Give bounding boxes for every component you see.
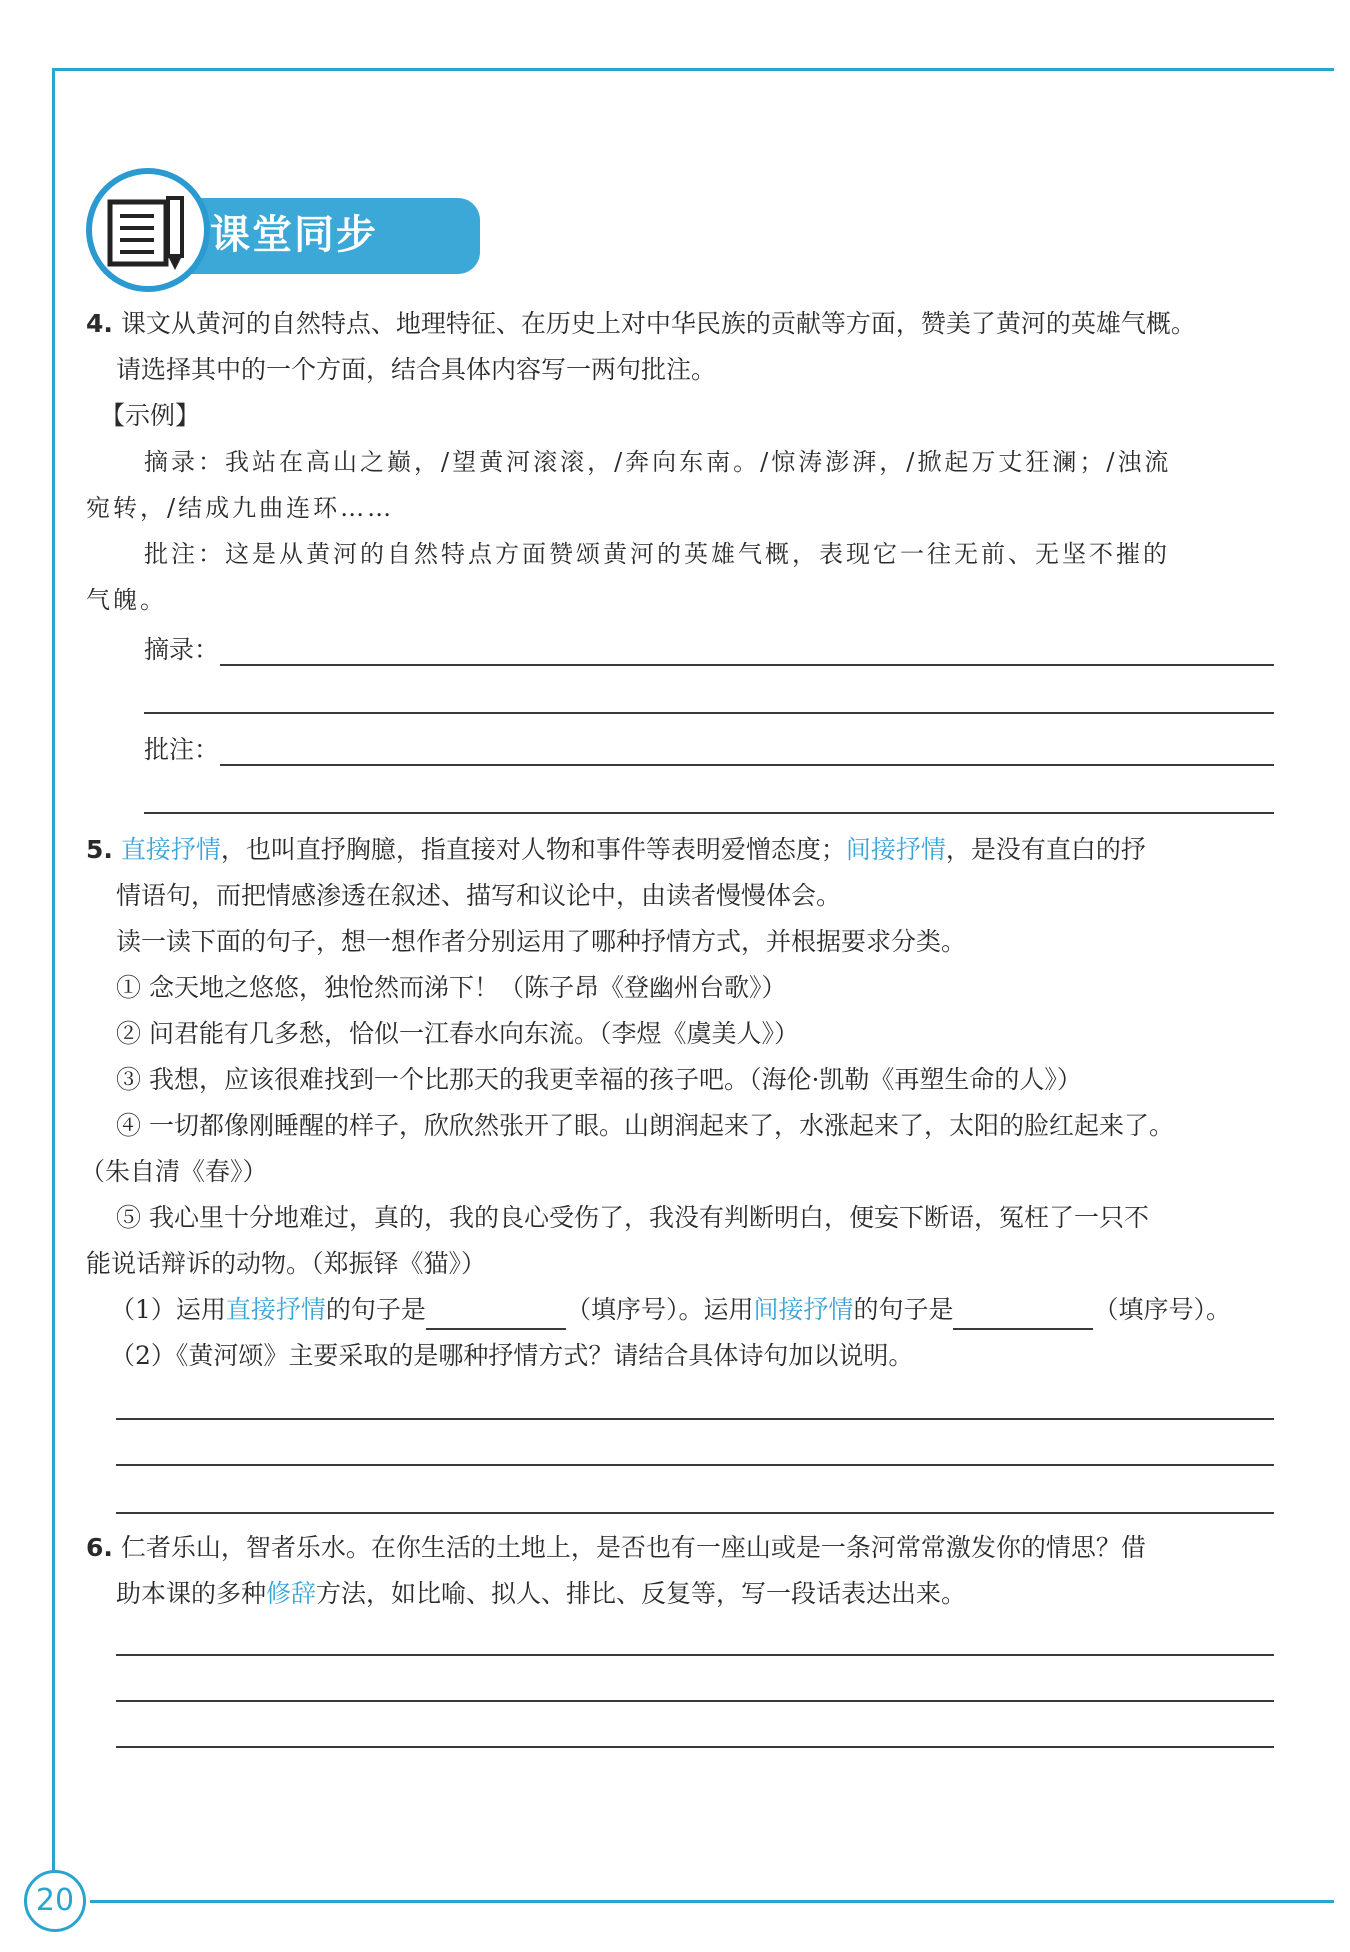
q5-line1: [86, 830, 1146, 870]
q6-answer-line-2[interactable]: [116, 1700, 1274, 1702]
q4-excerpt-answer-line[interactable]: [220, 664, 1274, 666]
q4-line2: 请选择其中的一个方面，结合具体内容写一两句批注。: [116, 355, 717, 384]
q5-number: 5.: [86, 835, 113, 864]
page-frame-left: [52, 68, 55, 1884]
term-indirect-lyric: 间接抒情: [845, 835, 946, 864]
q5-part-2: （2）《黄河颂》主要采取的是哪种抒情方式？请结合具体诗句加以说明。: [110, 1341, 914, 1370]
q5-answer-line-2[interactable]: [116, 1464, 1274, 1466]
q5-sentence-2: ② 问君能有几多愁，恰似一江春水向东流。（李煜《虞美人》）: [116, 1019, 799, 1048]
q6-line2: [116, 1574, 966, 1614]
q6-text-1: 仁者乐山，智者乐水。在你生活的土地上，是否也有一座山或是一条河常常激发你的情思？借: [120, 1533, 1146, 1562]
page-frame-bottom: [90, 1900, 1334, 1903]
q5-answer-line-3[interactable]: [116, 1512, 1274, 1514]
q4-example-excerpt-1: 摘录：我站在高山之巅，/望黄河滚滚，/奔向东南。/惊涛澎湃，/掀起万丈狂澜；/浊流: [144, 448, 1172, 476]
q5-text-1: ，也叫直抒胸臆，指直接对人物和事件等表明爱憎态度；: [220, 835, 846, 864]
q5-line2: 情语句，而把情感渗透在叙述、描写和议论中，由读者慢慢体会。: [116, 881, 842, 910]
q5-sentence-4-source: （朱自清《春》）: [80, 1157, 268, 1186]
q5-p1-text-e: （填序号）。: [1093, 1295, 1231, 1324]
page-number: 20: [24, 1870, 86, 1932]
q5-sentence-5: ⑤ 我心里十分地难过，真的，我的良心受伤了，我没有判断明白，便妄下断语，冤枉了一只不: [116, 1203, 1149, 1232]
q5-p1-text-d: 的句子是: [853, 1295, 954, 1324]
q4-note-label: 批注：: [144, 735, 220, 764]
q4-line1: [86, 304, 1196, 344]
q4-note-answer-line[interactable]: [220, 764, 1274, 766]
q4-example-note-2: 气魄。: [86, 586, 167, 614]
q5-answer-line-1[interactable]: [116, 1418, 1274, 1420]
q5-sentence-4: ④ 一切都像刚睡醒的样子，欣欣然张开了眼。山朗润起来了，水涨起来了，太阳的脸红起来了。: [116, 1111, 1174, 1140]
q4-excerpt-answer-line-2[interactable]: [144, 712, 1274, 714]
q5-direct-answer-blank[interactable]: [426, 1300, 566, 1330]
q5-sentence-3: ③ 我想，应该很难找到一个比那天的我更幸福的孩子吧。（海伦·凯勒《再塑生命的人》）: [116, 1065, 1082, 1094]
q4-example-excerpt-2: 宛转，/结成九曲连环……: [86, 494, 395, 522]
q4-number: 4.: [86, 309, 113, 338]
book-pencil-icon: [106, 192, 192, 272]
q5-text-1-end: ，是没有直白的抒: [945, 835, 1146, 864]
term-indirect-lyric-2: 间接抒情: [753, 1295, 854, 1324]
q6-number: 6.: [86, 1533, 113, 1562]
q6-text-2a: 助本课的多种: [116, 1579, 267, 1608]
q6-text-2b: 方法，如比喻、拟人、排比、反复等，写一段话表达出来。: [316, 1579, 967, 1608]
term-direct-lyric-2: 直接抒情: [225, 1295, 326, 1324]
q4-text-1: 课文从黄河的自然特点、地理特征、在历史上对中华民族的贡献等方面，赞美了黄河的英雄气概。: [120, 309, 1196, 338]
page-frame-top: [52, 68, 1334, 71]
q5-p1-text-c: （填序号）。运用: [565, 1295, 754, 1324]
q5-line3: 读一读下面的句子，想一想作者分别运用了哪种抒情方式，并根据要求分类。: [116, 927, 967, 956]
q5-p1-text-a: （1）运用: [110, 1295, 226, 1324]
q5-part-1: [110, 1290, 1231, 1330]
banner-title: 课堂同步: [210, 212, 378, 258]
q4-note-answer-line-2[interactable]: [144, 812, 1274, 814]
banner-icon-circle: [86, 168, 210, 292]
q4-example-note-1: 批注：这是从黄河的自然特点方面赞颂黄河的英雄气概，表现它一往无前、无坚不摧的: [144, 540, 1170, 568]
q5-sentence-5-end: 能说话辩诉的动物。（郑振铎《猫》）: [86, 1249, 487, 1278]
q6-line1: [86, 1528, 1146, 1568]
q5-sentence-1: ① 念天地之悠悠，独怆然而涕下！（陈子昂《登幽州台歌》）: [116, 973, 787, 1002]
term-direct-lyric: 直接抒情: [120, 835, 221, 864]
q6-answer-line-3[interactable]: [116, 1746, 1274, 1748]
q5-indirect-answer-blank[interactable]: [953, 1300, 1093, 1330]
section-banner: [86, 168, 406, 298]
term-rhetoric: 修辞: [266, 1579, 317, 1608]
q4-example-label: 【示例】: [100, 401, 201, 430]
q5-p1-text-b: 的句子是: [325, 1295, 426, 1324]
q6-answer-line-1[interactable]: [116, 1654, 1274, 1656]
q4-excerpt-label: 摘录：: [144, 635, 220, 664]
